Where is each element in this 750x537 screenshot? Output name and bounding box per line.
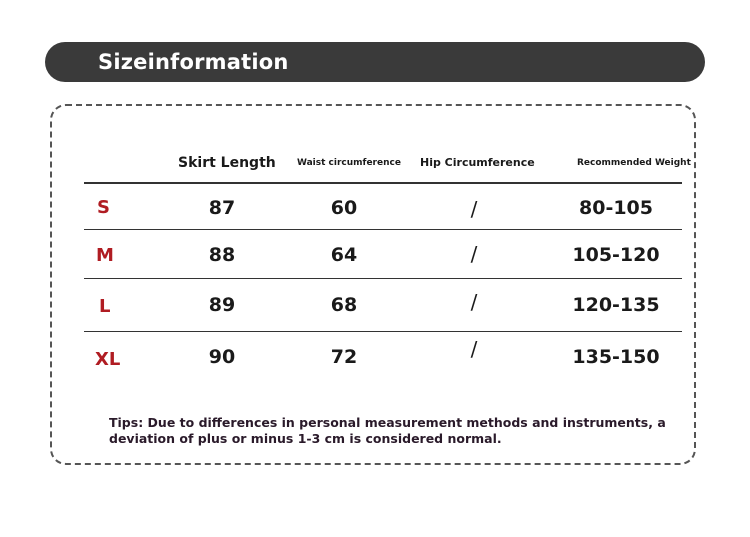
table-cell: 60 — [330, 197, 358, 219]
header-skirt-length: Skirt Length — [178, 155, 276, 171]
size-label-l: L — [99, 296, 111, 317]
table-cell: / — [470, 242, 478, 266]
header-divider — [84, 182, 682, 184]
row-divider — [84, 229, 682, 230]
table-cell: 120-135 — [572, 294, 660, 316]
table-cell: 64 — [330, 244, 358, 266]
table-cell: 89 — [208, 294, 236, 316]
tips-note: Tips: Due to differences in personal measurement methods and instruments, a deviation of plus or minus 1-3 cm is considered normal. — [109, 415, 666, 446]
table-cell: / — [470, 290, 478, 314]
table-cell: 90 — [208, 346, 236, 368]
page-title: Sizeinformation — [98, 50, 289, 74]
table-cell: 80-105 — [579, 197, 653, 219]
table-cell: / — [470, 337, 478, 361]
header-hip-circumference: Hip Circumference — [420, 156, 535, 169]
table-cell: 105-120 — [572, 244, 660, 266]
table-cell: 88 — [208, 244, 236, 266]
size-label-xl: XL — [95, 349, 121, 370]
table-cell: 72 — [330, 346, 358, 368]
table-cell: 68 — [330, 294, 358, 316]
size-label-s: S — [97, 197, 110, 218]
table-cell: / — [470, 197, 478, 221]
table-cell: 87 — [208, 197, 236, 219]
table-cell: 135-150 — [572, 346, 660, 368]
size-label-m: M — [96, 245, 114, 266]
header-waist-circumference: Waist circumference — [297, 158, 401, 168]
row-divider — [84, 278, 682, 279]
header-recommended-weight: Recommended Weight — [577, 158, 691, 168]
title-bar — [45, 42, 705, 82]
row-divider — [84, 331, 682, 332]
